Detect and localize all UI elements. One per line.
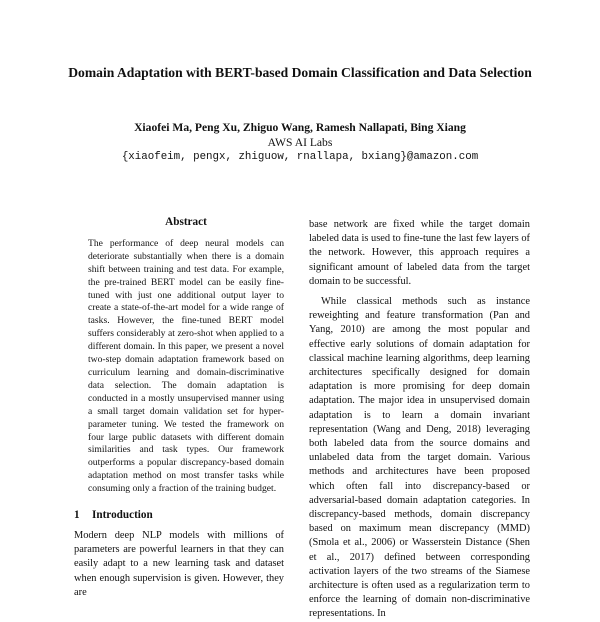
author-emails: {xiaofeim, pengx, zhiguow, rnallapa, bxiang}@amazon.com bbox=[121, 151, 479, 163]
section-title: Introduction bbox=[92, 509, 153, 522]
author-list: Xiaofei Ma, Peng Xu, Zhiguo Wang, Ramesh Nallapati, Bing Xiang bbox=[134, 121, 466, 134]
right-paragraph-1: base network are fixed while the target domain labeled data is used to fine-tune the last few layers of the network. However, this approach requires a significant amount of labeled data from the target domain to be successful. bbox=[309, 219, 531, 287]
abstract-text: The performance of deep neural models can deteriorate substantially when there is a domain shift between training and test data. For example, the pre-trained BERT model can be easily fine-tuned with just one additional output layer to create a state-of-the-art model for a wide range of tasks. However, the fine-tuned BERT model suffers considerably at zero-shot when applied to a different domain. In this paper, we present a novel two-step domain adaptation framework based on curriculum learning and domain-discriminative data selection. The domain adaptation is conducted in a mostly unsupervised manner using a small target domain validation set for hyper-parameter tuning. We tested the framework on four large public datasets with different domain similarities and task types. Our framework outperforms a popular discrepancy-based domain adaptation method on most transfer tasks while consuming only a fraction of the training budget. bbox=[88, 237, 284, 495]
introduction-text: Modern deep NLP models with millions of parameters are powerful learners in that they can easily adapt to a new learning task and dataset when enough supervision is given. However, they are bbox=[74, 529, 284, 598]
affiliation: AWS AI Labs bbox=[267, 136, 333, 149]
paper-title: Domain Adaptation with BERT-based Domain Classification and Data Selection bbox=[68, 65, 532, 80]
author-block bbox=[60, 120, 540, 165]
right-column bbox=[309, 218, 530, 622]
right-paragraph-2: While classical methods such as instance reweighting and feature transformation (Pan and Yang, 2010) are among the most popular and effective early solutions of domain adaptation for classical machine learning algorithms, deep learning architectures specifically designed for domain adaptation is more promising for deep domain adaptation. The major idea in unsupervised domain adaptation is to learn a domain invariant representation (Wang and Deng, 2018) leveraging both labeled data from the source domains and unlabeled data from the target domain. Various methods and architectures have been proposed which often fall into discrepancy-based or adversarial-based domain adaptation categories. In discrepancy-based methods, domain discrepancy based on maximum mean discrepancy (MMD) (Smola et al., 2006) or Wasserstein Distance (Shen et al., 2017) defined between corresponding activation layers of the two streams of the Siamese architecture is often used as a regularization term to enforce the learning of domain non-discriminative representations. In bbox=[309, 296, 530, 620]
abstract-heading: Abstract bbox=[165, 216, 207, 228]
section-number: 1 bbox=[74, 509, 80, 522]
introduction-heading bbox=[74, 509, 284, 522]
left-column bbox=[74, 216, 284, 600]
